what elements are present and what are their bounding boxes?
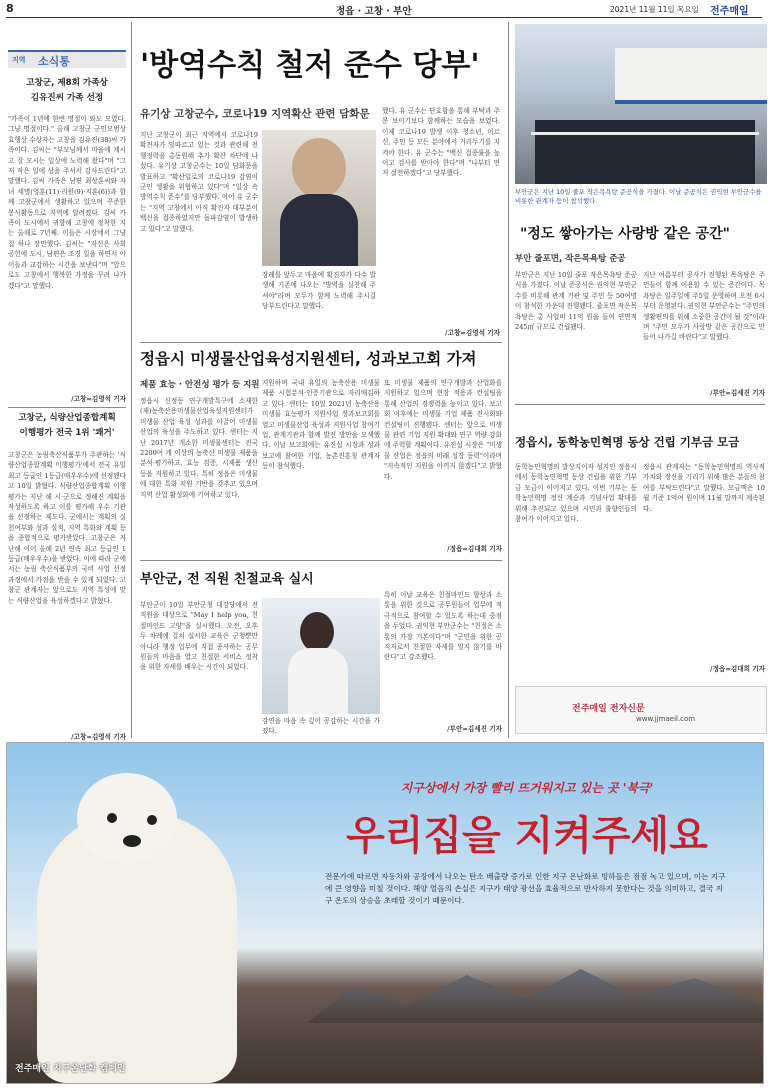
paper-name: 전주매일: [710, 6, 749, 17]
donation-body-2: 정읍시 관계자는 "동학농민혁명의 역사적 가치와 정신을 기리기 위해 많은 분들의 참여를 부탁드린다"고 말했다. 모금액은 10월 기준 1억여 원이며 11월 말까지 계속된다.: [643, 463, 765, 513]
promo-title: 전주매일 전자신문: [572, 704, 645, 714]
ad-headline: 우리집을 지켜주세요: [346, 813, 708, 859]
main-subhead: 유기상 고창군수, 코로나19 지역확산 관련 담화문: [140, 108, 370, 120]
section-title: 정읍 · 고창 · 부안: [336, 6, 412, 17]
main-headline: '방역수칙 철저 준수 당부': [140, 48, 480, 83]
donation-headline: 정읍시, 동학농민혁명 동상 건립 기부금 모금: [515, 435, 740, 449]
buan-edu-byline: /부안=김세진 기자: [447, 725, 502, 733]
buan-store-subhead: 부안 줄포면, 작은목욕탕 준공: [515, 254, 626, 264]
left-story2-headline: 고창군, 식량산업종합계획 이행평가 전국 1위 '쾌거': [18, 413, 116, 438]
divider: [8, 407, 126, 408]
main-body-right: 했다. 유 군수는 단호함을 통해 부탁과 주문 보이기보다 함께하는 모습을 보였다. 이제 코로나19 발생 이후 청소년, 어르신, 주민 등 모든 분야에서 거리두기를 지켜야 한다. 유 군수는 "백신 접종률을 높이고 검사를 받아야 한다"며 "나부터 먼저 실천하겠다"고 당부했다.: [382, 107, 500, 178]
center-subhead: 제품 효능 · 안전성 평가 등 지원: [140, 380, 260, 390]
e-paper-promo[interactable]: [515, 686, 767, 734]
left-story1-body: "가족이 1년에 한번 명절이 와도 모였다. 그냥 명절이다." 올해 고창군 군민모범상 효행상 수상자는 고창읍 김유진(38)씨 가족이다. 김씨는 "부모님께서 마을에 계시고 잘 모시는 일상에 노력해 왔다"며 "그저 작은 일에 상을 주셔서 감사드린다"고 말했다. 김씨 가족은 남편 최상훈씨와 자녀 세명(영훈(11)·리원(9)·지훈(6))과 함께 고창군에서 생활하고 있으며 꾸준한 봉사활동으로 지역에 알려졌다. 김씨 가족이 도시에서 귀향해 고창에 정착한 지는 올해로 7년째. 이들은 시장에서 그냥 집 하나 장만했다. 김씨는 "자신은 사회 공헌에 도시, 남편은 조경 일을 하면서 아이들과 교감하는 시간을 보낸다"며 "앞으로도 고창에서 행복한 가정을 꾸려 나가겠다"고 말했다.: [8, 115, 126, 290]
ceremony-photo: [515, 24, 767, 184]
buan-store-body-2: 지난 여름부터 공사가 진행된 목욕탕은 주민들이 함께 이용할 수 있는 공간이다. 목욕탕은 일주일에 주5일 운영하며 오전 6시부터 운영된다. 권익현 부안군수는 "주민의 생활편의를 위해 소중한 공간이 될 것"이라며 "주민 모두가 사랑방 같은 공간으로 만들어 나가길 바란다"고 말했다.: [643, 271, 765, 342]
divider: [515, 404, 765, 405]
left-story1-headline: 고창군, 제8회 가족상 김유진씨 가족 선정: [26, 78, 108, 103]
campaign-ad: [6, 742, 764, 1084]
ceremony-caption: 부안군은 지난 10일 줄포 작은목욕탕 준공식을 가졌다. 이날 준공식은 권익현 부안군수를 비롯한 관계자 등이 참석했다.: [515, 188, 762, 205]
page-number: 8: [6, 2, 14, 15]
ad-top-line: 지구상에서 가장 빨리 뜨거워지고 있는 곳 '북극': [400, 781, 654, 795]
donation-body-1: 동학농민혁명의 발상지이자 성지인 정읍시에서 동학농민혁명 동상 건립을 위한 기부금 모금이 이어지고 있다. 이번 기부는 동학농민혁명 정신 계승과 기념사업 확대를 위해 추진되고 있으며 시민과 출향인들의 참여가 이어지고 있다.: [515, 463, 637, 524]
buan-store-body-1: 부안군은 지난 10일 줄포 작은목욕탕 준공식을 가졌다. 이날 준공식은 권익현 부안군수를 비롯해 관계 기관 및 주민 등 50여명이 참석한 가운데 진행됐다. 줄포면 작은목욕탕은 총 사업비 11억 원을 들여 연면적 245㎡ 규모로 건립됐다.: [515, 271, 637, 332]
main-body-mid: 장례를 앞두고 마을에 확진자가 다수 발생해 기존에 나오는 "방역을 실천해 주셔야"라며 모두가 함께 노력해 주시길 당부드린다고 말했다.: [262, 271, 376, 311]
governor-photo: [262, 130, 376, 266]
promo-url[interactable]: www.jjmaeil.com: [636, 715, 696, 723]
buan-edu-body-3: 특히 이날 교육은 친절마인드 향상과 소통을 위한 것으로 공무원들이 업무에 적극적으로 참여할 수 있도록 하는데 중점을 두었다. 권익현 부안군수는 "친절은 소통의 가장 기본이다"며 "군민을 위한 공직자로서 친절한 자세를 잊지 않기를 바란다"고 강조했다.: [384, 591, 502, 662]
divider: [140, 342, 502, 343]
divider: [140, 560, 502, 561]
left-story1-byline: /고창=김영석 기자: [71, 395, 126, 403]
ad-logo: 전주매일 지구온난화 캠페인: [15, 1064, 126, 1074]
lecturer-photo: [262, 598, 380, 714]
donation-byline: /정읍=김대희 기자: [710, 665, 765, 673]
center-body-3: 또 미생물 제품의 연구개발과 산업화를 지원하고 있으며 현장 적용과 컨설팅을 통해 산업의 경쟁력을 높이고 있다. 보고회 이후에는 미생물 기업 제품 전시회와 컨설팅이 진행됐다. 센터는 앞으로 미생물 관련 기업 지원 확대와 연구 역량 강화에 주력할 계획이다. 유진섭 시장은 "미생물 산업은 정읍의 미래 성장 동력"이라며 "지속적인 지원을 아끼지 않겠다"고 밝혔다.: [384, 379, 502, 481]
buan-edu-body-1: 부안군이 10일 부안군청 대강당에서 전 직원을 대상으로 "May I help you, 친절마인드 고양"을 실시했다. 오전, 오후 두 차례에 걸쳐 실시한 교육은 군청뿐만 아니라 행정 업무에 직접 종사하는 공무원들의 마음을 열고 친절한 서비스 정착을 위한 자세를 배우는 시간이 되었다.: [140, 601, 258, 672]
center-body-2: 지원하며 국내 유일의 농축산용 미생물 제품 시험분석·인증기관으로 자리매김하고 있다. 센터는 10일 2021년 농축산용 미생물 효능평가 지원사업 성과보고회를 열고 미생물산업 육성과 지원사업 참여기업, 관계기관과 함께 발전 방안을 모색했다. 이날 보고회에는 유진섭 시장과 성과보고에 참여한 기업, 농촌진흥청 관계자 등이 참석했다.: [262, 379, 380, 471]
column-title-box: [8, 50, 126, 68]
page-header: [6, 2, 762, 18]
buan-store-byline: /부안=김세진 기자: [710, 389, 765, 397]
column-divider: [131, 22, 132, 738]
polar-bear-illustration: [7, 743, 307, 1083]
center-body-1: 정읍시 신정동 연구개발특구에 소재한 (재)농축산용미생물산업육성지원센터가 미생물 산업 육성 성과를 이끌어 미생물 산업의 육성을 주도하고 있다. 센터는 지난 2017년 개소한 미생물센터는 전국 2200여 개 이상의 농축산 미생물 제품을 분석·평가하고, 효능 검증, 시제품 생산 등을 지원하고 있다. 특히 정읍은 미생물에 대한 특화 지원 기반을 갖추고 있으며 지역 산업 활성화에 기여하고 있다.: [140, 397, 258, 499]
left-story2-byline: /고창=김영석 기자: [71, 733, 126, 741]
mountains-illustration: [307, 963, 763, 1023]
left-story2-body: 고창군은 농림축산식품부가 주관하는 '식량산업종합계획 이행평가'에서 전국 유일 최고 등급인 1등급(매우우수)에 선정됐다고 10일 밝혔다. 식량산업종합계획 이행평가는 지난 해 시·군으로 정해진 계획을 작성하도록 하고 이를 평가해 우수 기관을 선정하는 제도다. 군에서는 계획의 실천여부와 성과 실적, 지역 특화와 계획 등을 종합적으로 평가받았다. 고창군은 지난해 이어 올해 2년 연속 최고 등급인 1등급(매우우수)을 받았다. 이에 따라 군에서는 농림 축산식품부의 국비 사업 선정 과정에서 가점을 받을 수 있게 되었다. 고창군 관계자는 앞으로도 지역 특성에 맞는 식량산업을 육성하겠다고 밝혔다.: [8, 451, 126, 605]
ad-body: 전문가에 따르면 자동차와 공장에서 나오는 탄소 배출량 증가로 인한 지구 온난화로 빙하들은 점점 녹고 있으며, 이는 지구에 큰 영향을 미칠 것이다. 해양 얼음의 손실은 지구가 태양 광선을 효율적으로 반사하지 못한다는 것을 의미하고, 결국 지구 온도의 상승을 초래할 것이기 때문이다.: [325, 872, 726, 905]
issue-date: 2021년 11월 11일 목요일: [610, 5, 699, 14]
column-tag: 지역: [12, 56, 26, 64]
center-byline: /정읍=김대희 기자: [447, 545, 502, 553]
main-byline: /고창=김영석 기자: [445, 329, 500, 337]
column-divider: [508, 22, 509, 738]
buan-store-headline: "정도 쌓아가는 사랑방 같은 공간": [520, 226, 730, 242]
buan-edu-headline: 부안군, 전 직원 친절교육 실시: [140, 572, 314, 587]
center-headline: 정읍시 미생물산업육성지원센터, 성과보고회 가져: [140, 350, 477, 368]
main-body-left: 지난 고창군이 최근 지역에서 코로나19 확진자가 잇따르고 있는 것과 관련해 전 행정력을 총동원해 추가 확산 차단에 나섰다. 유기상 고창군수는 10일 담화문을 발표하고 "확산일로의 코로나19 감염이 군민 생활을 위협하고 있다"며 "일상 속 방역수칙 준수"를 당부했다. 이어 유 군수는 "지역 고창에서 아직 확진자 대부분이 백신을 접종하였지만 돌파감염이 발생하고 있다"고 말했다.: [140, 131, 258, 233]
buan-edu-body-2: 강연을 마음 속 깊이 공감하는 시간을 가졌다.: [262, 717, 380, 736]
column-name: 소식통: [38, 55, 70, 68]
